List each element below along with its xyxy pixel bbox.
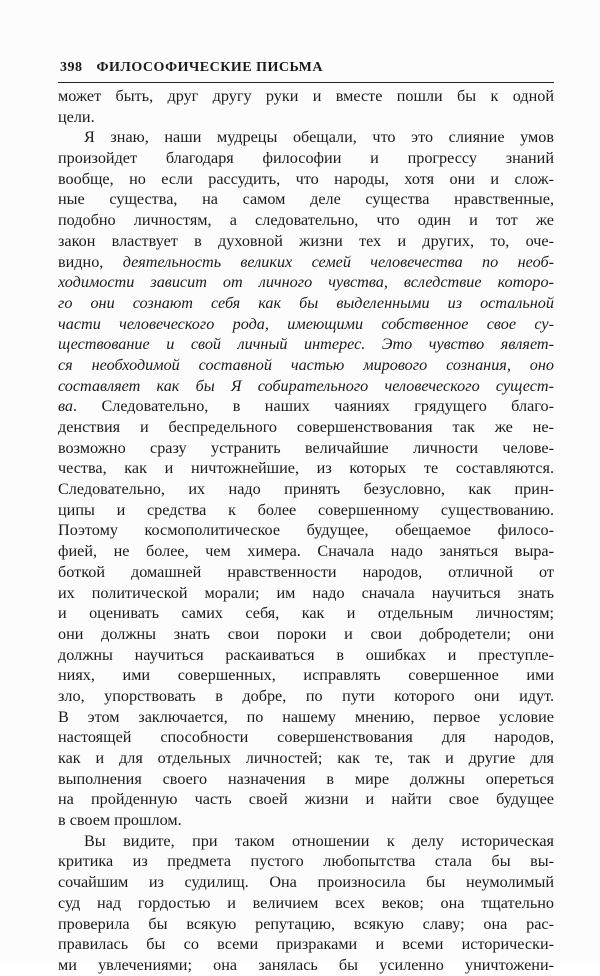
text-segment: зло, упорствовать в добре, по пути которого они идут. bbox=[58, 686, 554, 705]
text-line bbox=[58, 748, 554, 769]
text-line bbox=[58, 376, 554, 397]
text-line bbox=[58, 396, 554, 417]
text-line bbox=[58, 458, 554, 479]
text-line bbox=[58, 252, 554, 273]
text-line bbox=[58, 624, 554, 645]
text-segment: ми увлечениями; она занялась бы усиленно уничтожени- bbox=[58, 955, 554, 974]
italic-segment: составляет как бы Я собирательного человеческого сущест- bbox=[58, 376, 554, 395]
text-segment: Я знаю, наши мудрецы обещали, что это слияние умов bbox=[84, 128, 554, 147]
header-rule bbox=[58, 82, 554, 83]
text-segment: чества, как и ничтожнейшие, из которых те составляются. bbox=[58, 459, 554, 478]
text-segment: как и для отдельных личностей; как те, так и другие для bbox=[58, 749, 554, 767]
text-line bbox=[58, 169, 554, 190]
text-line bbox=[58, 231, 554, 252]
text-segment: произойдет благодаря философии и прогрессу знаний bbox=[58, 149, 554, 168]
text-line bbox=[58, 727, 554, 748]
italic-segment: го они сознают себя как бы выделенными из остальной bbox=[58, 293, 554, 312]
page-number: 398 bbox=[60, 60, 83, 75]
text-line bbox=[58, 272, 554, 293]
text-segment: боткой домашней нравственности народов, отличной от bbox=[58, 562, 554, 581]
text-line bbox=[58, 293, 554, 314]
text-line bbox=[58, 893, 554, 914]
text-segment: возможно сразу устранить величайшие личности челове- bbox=[58, 438, 554, 457]
italic-segment: ва bbox=[58, 397, 74, 416]
text-segment: видно, bbox=[58, 252, 123, 271]
text-line bbox=[58, 210, 554, 231]
text-segment: денствия и беспредельного совершенствования так же не- bbox=[58, 418, 554, 436]
italic-segment: ся необходимой составной частью мирового сознания, оно bbox=[58, 355, 554, 374]
text-line bbox=[58, 541, 554, 562]
text-line bbox=[58, 417, 554, 438]
text-segment: на пройденную часть своей жизни и найти свое будущее bbox=[58, 790, 554, 809]
text-line bbox=[58, 520, 554, 541]
text-line bbox=[58, 500, 554, 521]
text-segment: в своем прошлом. bbox=[58, 811, 182, 830]
italic-segment: деятельность великих семей человечества по необ- bbox=[122, 252, 554, 271]
running-head bbox=[60, 60, 560, 82]
italic-segment: ществование и свой личный интерес. Это чувство являет- bbox=[58, 335, 554, 354]
text-segment: ниях, ими совершенных, исправлять совершенное ими bbox=[58, 666, 554, 685]
text-line bbox=[58, 189, 554, 210]
text-segment: они должны знать свои пороки и свои добродетели; они bbox=[58, 624, 554, 643]
text-line bbox=[58, 914, 554, 935]
text-segment: подобно личностям, а следовательно, что один и тот же bbox=[58, 211, 554, 230]
text-line bbox=[58, 107, 554, 128]
text-segment: фией, не более, чем химера. Сначала надо заняться выра- bbox=[58, 542, 554, 561]
text-line bbox=[58, 334, 554, 355]
text-segment: ные существа, на самом деле существа нравственные, bbox=[58, 190, 554, 209]
text-segment: В этом заключается, по нашему мнению, первое условие bbox=[58, 707, 554, 726]
text-segment: и оценивать самих себя, как и отдельным личностям; bbox=[58, 604, 554, 623]
text-line bbox=[58, 686, 554, 707]
italic-segment: ходимости зависит от личного чувства, вследствие которо- bbox=[58, 273, 554, 292]
text-line bbox=[58, 645, 554, 666]
text-line bbox=[58, 127, 554, 148]
text-segment: ципы и средства к более совершенному существованию. bbox=[58, 500, 554, 519]
text-segment: . Следовательно, в наших чаяниях грядущего благо- bbox=[73, 397, 554, 416]
text-segment: цели. bbox=[58, 107, 95, 126]
text-line bbox=[58, 355, 554, 376]
text-line bbox=[58, 831, 554, 852]
text-line bbox=[58, 603, 554, 624]
text-line bbox=[58, 562, 554, 583]
text-segment: проверила бы всякую репутацию, всякую славу; она рас- bbox=[58, 914, 554, 933]
text-segment: критика из предмета пустого любопытства стала бы вы- bbox=[58, 852, 554, 871]
text-line bbox=[58, 86, 554, 107]
running-title: ФИЛОСОФИЧЕСКИЕ ПИСЬМА bbox=[96, 60, 324, 75]
text-line bbox=[58, 810, 554, 831]
text-line bbox=[58, 665, 554, 686]
text-segment: настоящей способности совершенствования для народов, bbox=[58, 728, 554, 747]
text-line bbox=[58, 851, 554, 872]
text-line bbox=[58, 934, 554, 955]
italic-segment: части человеческого рода, имеющими собственное свое су- bbox=[58, 314, 554, 333]
text-segment: может быть, друг другу руки и вместе пошли бы к одной bbox=[58, 87, 554, 105]
body-text bbox=[58, 86, 554, 976]
text-line bbox=[58, 769, 554, 790]
text-segment: сочайшим из судилищ. Она произносила бы неумолимый bbox=[58, 873, 554, 892]
text-segment: Следовательно, их надо принять безусловно, как прин- bbox=[58, 480, 554, 499]
text-line bbox=[58, 479, 554, 500]
text-line bbox=[58, 583, 554, 604]
text-segment: Вы видите, при таком отношении к делу историческая bbox=[84, 831, 554, 850]
text-line bbox=[58, 955, 554, 976]
text-line bbox=[58, 314, 554, 335]
text-line bbox=[58, 438, 554, 459]
text-segment: суд над гордостью и величием всех веков; она тщательно bbox=[58, 893, 554, 912]
text-segment: Поэтому космополитическое будущее, обещаемое филосо- bbox=[58, 521, 554, 540]
text-segment: выполнения своего назначения в мире должны опереться bbox=[58, 769, 554, 788]
text-segment: их политической морали; им надо сначала научиться знать bbox=[58, 583, 554, 602]
text-segment: правилась бы со всеми призраками и всеми исторически- bbox=[58, 935, 554, 954]
text-line bbox=[58, 707, 554, 728]
text-segment: закон властвует в духовной жизни тех и других, то, оче- bbox=[58, 231, 554, 250]
text-line bbox=[58, 789, 554, 810]
text-line bbox=[58, 148, 554, 169]
text-line bbox=[58, 872, 554, 893]
text-segment: вообще, но если рассудить, что народы, хотя они и слож- bbox=[58, 169, 554, 188]
text-segment: должны научиться раскаиваться в ошибках и преступле- bbox=[58, 645, 554, 664]
